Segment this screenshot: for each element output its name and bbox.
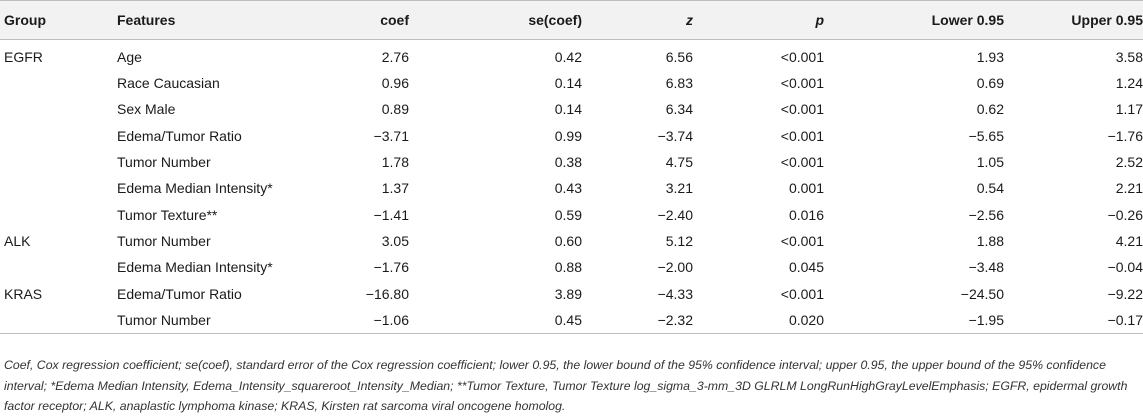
cell-coef: −1.76 [373, 259, 409, 276]
header-group: Group [0, 1, 117, 40]
cell-coef: 2.76 [381, 49, 409, 65]
cell-z: −2.32 [582, 307, 693, 334]
cell-lower: −2.56 [968, 206, 1004, 223]
cell-p: <0.001 [780, 127, 824, 144]
table-body [0, 40, 1143, 334]
cell-se: 0.88 [554, 259, 582, 276]
header-features: Features [117, 1, 307, 40]
cell-upper: 3.58 [1115, 49, 1143, 65]
cell-z: −2.00 [657, 259, 693, 276]
cell-lower: −24.50 [960, 285, 1004, 302]
cell-lower: 0.54 [976, 180, 1004, 197]
table-row [0, 40, 1143, 71]
cell-se: 3.89 [554, 285, 582, 302]
cell-lower: 1.05 [976, 154, 1004, 171]
cell-upper: 4.21 [1115, 232, 1143, 249]
cell-p: <0.001 [780, 232, 824, 249]
cell-feature: Tumor Number [117, 154, 211, 171]
cell-feature: Race Caucasian [117, 75, 220, 92]
table-row [0, 70, 1143, 96]
cell-upper: 2.21 [1115, 180, 1143, 197]
cell-lower: 0.69 [976, 75, 1004, 92]
table-row [0, 201, 1143, 227]
table-row [0, 254, 1143, 280]
header-coef: coef [307, 1, 409, 40]
cell-upper: −0.26 [1107, 206, 1143, 223]
cell-z: 6.34 [665, 101, 693, 118]
cell-upper: −1.76 [1107, 127, 1143, 144]
cell-group [0, 123, 117, 149]
cell-group: ALK [4, 232, 31, 249]
cell-z: −3.74 [657, 127, 693, 144]
cell-feature: Sex Male [117, 101, 176, 118]
header-p: p [693, 1, 824, 40]
cell-feature: Edema/Tumor Ratio [117, 127, 242, 144]
cell-upper: −9.22 [1107, 285, 1143, 302]
header-lower: Lower 0.95 [824, 1, 1004, 40]
cell-p: 0.020 [693, 307, 824, 334]
cell-feature: Edema Median Intensity* [117, 180, 273, 197]
cell-lower: −3.48 [968, 259, 1004, 276]
cell-feature: Tumor Number [117, 307, 307, 334]
cell-se: 0.38 [554, 154, 582, 171]
cell-coef: 1.78 [381, 154, 409, 171]
table-row [0, 175, 1143, 201]
table-footnote [4, 355, 1139, 417]
cell-z: 3.21 [665, 180, 693, 197]
cell-upper: −0.04 [1107, 259, 1143, 276]
cell-se: 0.60 [554, 232, 582, 249]
cell-coef: −16.80 [365, 285, 409, 302]
table-row [0, 149, 1143, 175]
cell-feature: Tumor Number [117, 232, 211, 249]
cell-group [0, 96, 117, 122]
footnote-line-2: bound of the 95% confidence interval; *Edema Median Intensity, Edema_Intensity_squareroot_Intensity_Median; **Tumor Texture, Tumor Texture log_sigma_3-mm_3D GLRLM [4, 358, 1106, 393]
cell-lower: 1.93 [976, 49, 1004, 65]
cell-p: <0.001 [780, 49, 824, 65]
cell-p: <0.001 [780, 285, 824, 302]
cell-group [0, 254, 117, 280]
cell-group [0, 175, 117, 201]
cell-lower: −5.65 [968, 127, 1004, 144]
cell-z: −4.33 [657, 285, 693, 302]
cell-se: 0.14 [554, 101, 582, 118]
cell-z: −2.40 [657, 206, 693, 223]
cell-upper: 2.52 [1115, 154, 1143, 171]
cell-p: 0.001 [788, 180, 824, 197]
footnote-line-3: LongRunHighGrayLevelEmphasis; EGFR, epidermal growth factor receptor; ALK, anaplastic lymphoma kinase; KRAS, Kirsten rat sarcoma viral oncogene homolog. [4, 378, 1128, 413]
cell-z: 4.75 [665, 154, 693, 171]
cell-group [0, 70, 117, 96]
cell-group [0, 201, 117, 227]
cell-coef: −1.41 [373, 206, 409, 223]
table-row [0, 96, 1143, 122]
table-row [0, 123, 1143, 149]
cell-coef: −1.06 [307, 307, 409, 334]
cell-se: 0.99 [554, 127, 582, 144]
cell-coef: −3.71 [373, 127, 409, 144]
cell-group [0, 307, 117, 334]
cell-lower: 0.62 [976, 101, 1004, 118]
cell-upper: 1.17 [1115, 101, 1143, 118]
cell-upper: 1.24 [1115, 75, 1143, 92]
cell-p: <0.001 [780, 75, 824, 92]
cell-p: <0.001 [780, 154, 824, 171]
cell-se: 0.45 [409, 307, 582, 334]
cell-feature: Edema Median Intensity* [117, 259, 273, 276]
cell-z: 6.83 [665, 75, 693, 92]
cell-group: EGFR [4, 49, 43, 65]
cell-group: KRAS [4, 285, 43, 302]
table-row [0, 307, 1143, 334]
cell-z: 5.12 [665, 232, 693, 249]
cell-upper: −0.17 [1004, 307, 1143, 334]
header-se-coef: se(coef) [409, 1, 582, 40]
cell-se: 0.42 [554, 49, 582, 65]
cell-lower: −1.95 [824, 307, 1004, 334]
cell-feature: Edema/Tumor Ratio [117, 285, 242, 302]
cell-group [0, 149, 117, 175]
cell-coef: 1.37 [381, 180, 409, 197]
cell-se: 0.43 [554, 180, 582, 197]
cell-coef: 0.89 [381, 101, 409, 118]
cell-p: <0.001 [780, 101, 824, 118]
cell-feature: Age [117, 49, 142, 65]
cell-p: 0.016 [788, 206, 824, 223]
cell-coef: 3.05 [381, 232, 409, 249]
cell-se: 0.59 [554, 206, 582, 223]
table-row [0, 280, 1143, 306]
header-upper: Upper 0.95 [1004, 1, 1143, 40]
cell-se: 0.14 [554, 75, 582, 92]
header-z: z [582, 1, 693, 40]
footnote-line-1: Coef, Cox regression coefficient; se(coef), standard error of the Cox regression coefficient; lower 0.95, the lower bound of the 95% confidence interval; upper 0.95, the upper [4, 358, 944, 372]
cell-p: 0.045 [788, 259, 824, 276]
cell-lower: 1.88 [976, 232, 1004, 249]
cell-feature: Tumor Texture** [117, 206, 218, 223]
cell-coef: 0.96 [381, 75, 409, 92]
table-header-row [0, 1, 1143, 40]
table-row [0, 228, 1143, 254]
cell-z: 6.56 [665, 49, 693, 65]
